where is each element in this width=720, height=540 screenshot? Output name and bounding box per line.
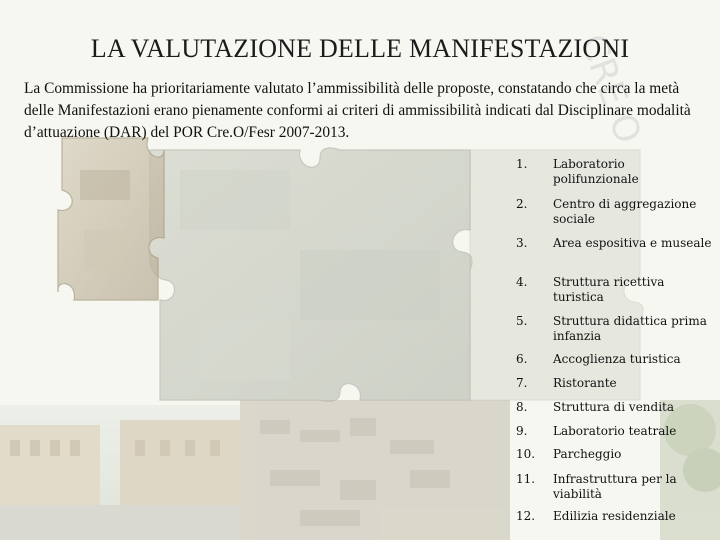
item-number: 8. (516, 400, 528, 414)
item-label: Area espositiva e museale (553, 236, 712, 250)
intro-paragraph: La Commissione ha prioritariamente valutato l’ammissibilità delle proposte, constatando che circa la metà delle Manifestazioni erano pienamente conformi ai criteri di ammissibilità indicati dal Disciplinare modalità d’attuazione (DAR) del POR Cre.O/Fesr 2007-2013. (24, 80, 691, 141)
item-number: 7. (516, 376, 528, 390)
item-number: 9. (516, 424, 528, 438)
item-label: Struttura ricettiva turistica (553, 275, 665, 304)
svg-text:CRE O: CRE O (571, 29, 649, 149)
item-number: 2. (516, 197, 528, 211)
item-number: 11. (516, 472, 536, 486)
item-number: 5. (516, 314, 528, 328)
item-label: Laboratorio teatrale (553, 424, 677, 438)
puzzle-piece-center (150, 148, 472, 401)
item-label: Struttura didattica prima infanzia (553, 314, 707, 343)
item-label: Ristorante (553, 376, 617, 390)
item-number: 12. (516, 509, 536, 523)
page-title: LA VALUTAZIONE DELLE MANIFESTAZIONI (90, 34, 630, 63)
item-label: Infrastruttura per la viabilità (553, 472, 677, 501)
item-label: Accoglienza turistica (553, 352, 681, 366)
aerial-town-photo (240, 400, 510, 540)
item-number: 3. (516, 236, 528, 250)
item-label: Struttura di vendita (553, 400, 675, 414)
puzzle-piece-sepia (58, 138, 164, 300)
item-number: 1. (516, 157, 528, 171)
item-number: 4. (516, 275, 528, 289)
item-label: Edilizia residenziale (553, 509, 676, 523)
item-label: Laboratorio polifunzionale (553, 157, 639, 186)
item-label: Centro di aggregazione sociale (553, 197, 697, 226)
item-label: Parcheggio (553, 447, 622, 461)
piazza-photo (0, 405, 240, 540)
item-number: 10. (516, 447, 536, 461)
item-number: 6. (516, 352, 528, 366)
